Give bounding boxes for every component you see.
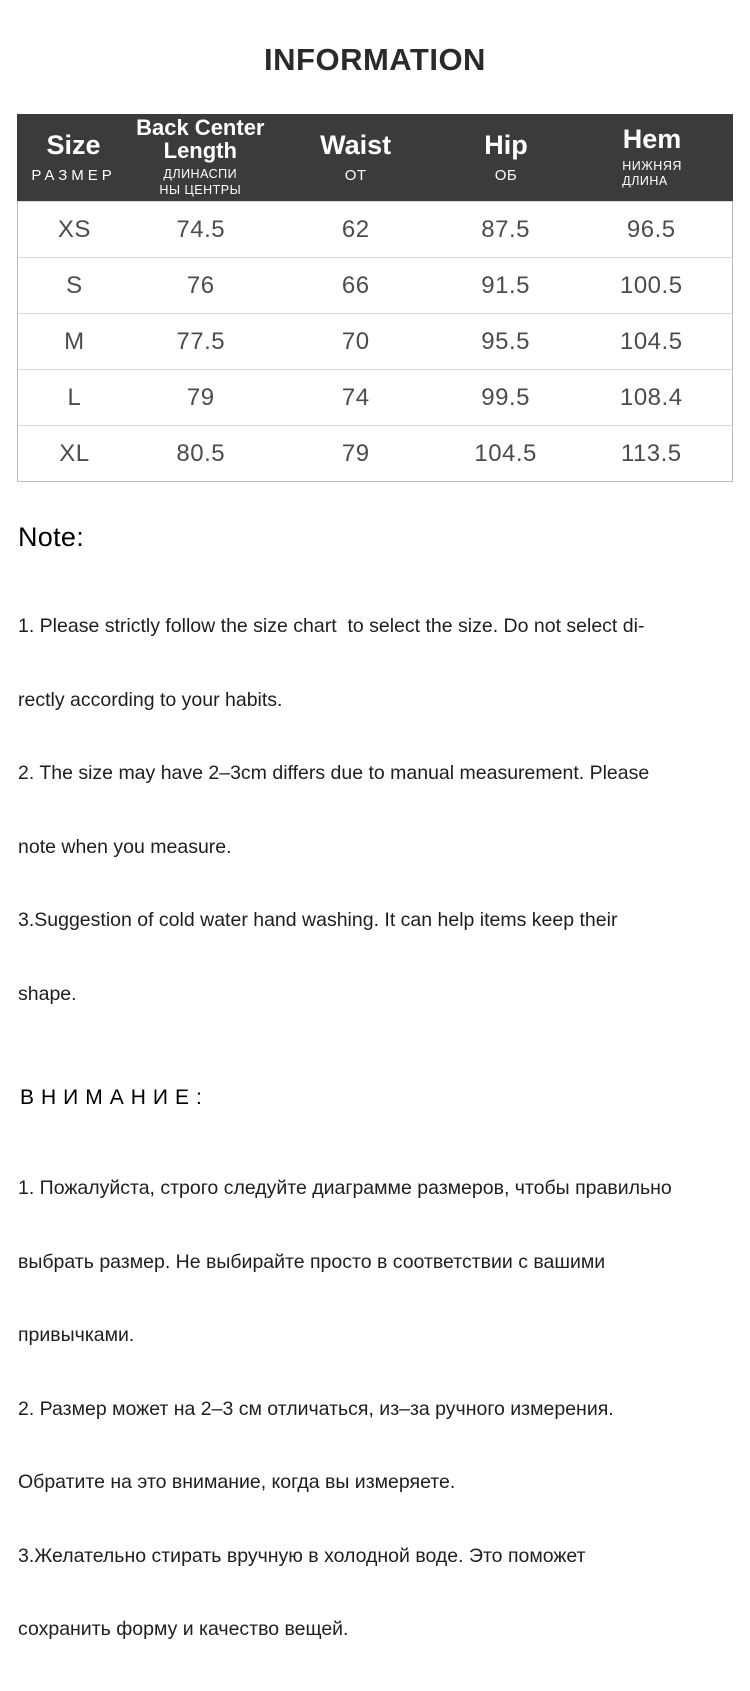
note-line-2: rectly according to your habits. (18, 688, 283, 711)
header-bcl-en-line1: Back Center (136, 115, 265, 141)
header-waist-en: Waist (320, 129, 392, 160)
note-line-4: note when you measure. (18, 835, 232, 858)
cell-waist: 79 (341, 439, 370, 467)
size-chart-table (17, 114, 733, 482)
cell-back-center-length: 77.5 (176, 327, 226, 355)
attention-line-2: выбрать размер. Не выбирайте просто в соответствии с вашими (18, 1250, 606, 1273)
cell-back-center-length: 80.5 (176, 439, 226, 467)
header-hem-ru-line2: ДЛИНА (622, 174, 668, 189)
table-row-m (18, 313, 732, 369)
attention-line-6: 3.Желательно стирать вручную в холодной воде. Это поможет (18, 1544, 586, 1567)
cell-waist: 66 (341, 271, 370, 299)
header-hem-en: Hem (622, 124, 682, 155)
cell-hip: 87.5 (481, 215, 530, 243)
cell-hip: 104.5 (474, 439, 537, 467)
size-chart-header-row (17, 114, 733, 201)
header-hem-ru (622, 159, 682, 190)
header-hip-ru: ОБ (494, 167, 518, 185)
attention-line-5: Обратите на это внимание, когда вы измеряете. (18, 1471, 456, 1493)
cell-size: M (64, 327, 85, 355)
attention-line-7: сохранить форму и качество вещей. (18, 1618, 349, 1640)
cell-size: L (67, 383, 82, 411)
cell-hem: 108.4 (619, 383, 683, 411)
header-cell-size (17, 114, 130, 201)
cell-hip: 99.5 (481, 383, 530, 411)
header-size-en: Size (46, 129, 101, 160)
cell-back-center-length: 76 (186, 271, 215, 299)
header-bcl-ru (159, 167, 241, 198)
attention-line-3: привычками. (18, 1324, 135, 1346)
header-bcl-ru-line1: ДЛИНАСПИ (163, 167, 238, 182)
header-cell-hip (441, 114, 571, 201)
header-cell-hem (571, 114, 733, 201)
header-waist-ru: ОТ (344, 167, 367, 185)
cell-hem: 96.5 (626, 215, 676, 243)
header-cell-waist (270, 114, 440, 201)
cell-hem: 113.5 (620, 439, 682, 467)
table-row-xs (18, 201, 732, 257)
page-title: INFORMATION (264, 42, 486, 77)
attention-heading: ВНИМАНИЕ: (20, 1086, 209, 1109)
note-line-1: 1. Please strictly follow the size chart to select the size. Do not select di- (18, 615, 645, 637)
table-row-xl (18, 425, 732, 481)
cell-hem: 104.5 (619, 327, 683, 355)
note-heading: Note: (18, 522, 85, 552)
header-bcl-ru-line2: НЫ ЦЕНТРЫ (159, 183, 242, 198)
header-hem-ru-line1: НИЖНЯЯ (622, 158, 682, 173)
cell-back-center-length: 74.5 (176, 215, 226, 243)
note-line-3: 2. The size may have 2–3cm differs due to manual measurement. Please (18, 762, 650, 784)
cell-size: XS (57, 215, 91, 243)
cell-hem: 100.5 (619, 271, 683, 299)
header-hip-en: Hip (484, 129, 528, 160)
cell-hip: 95.5 (481, 327, 530, 355)
attention-line-4: 2. Размер может на 2–3 см отличаться, из–за ручного измерения. (18, 1397, 614, 1420)
attention-line-1: 1. Пожалуйста, строго следуйте диаграмме размеров, чтобы правильно (18, 1177, 672, 1199)
cell-hip: 91.5 (481, 271, 530, 299)
header-size-ru: РАЗМЕР (31, 167, 116, 185)
cell-waist: 74 (341, 383, 370, 411)
cell-waist: 62 (341, 215, 370, 243)
cell-waist: 70 (341, 327, 370, 355)
cell-size: XL (59, 439, 90, 467)
note-line-6: shape. (18, 982, 77, 1005)
header-bcl-en-line2: Length (163, 138, 237, 164)
note-text (18, 565, 750, 1055)
note-line-5: 3.Suggestion of cold water hand washing. It can help items keep their (18, 909, 618, 931)
table-row-l (18, 369, 732, 425)
table-row-s (18, 257, 732, 313)
size-info-sheet (0, 42, 750, 1640)
attention-text (18, 1127, 750, 1691)
cell-size: S (66, 271, 83, 299)
cell-back-center-length: 79 (186, 383, 215, 411)
header-cell-back-center-length (130, 114, 270, 201)
